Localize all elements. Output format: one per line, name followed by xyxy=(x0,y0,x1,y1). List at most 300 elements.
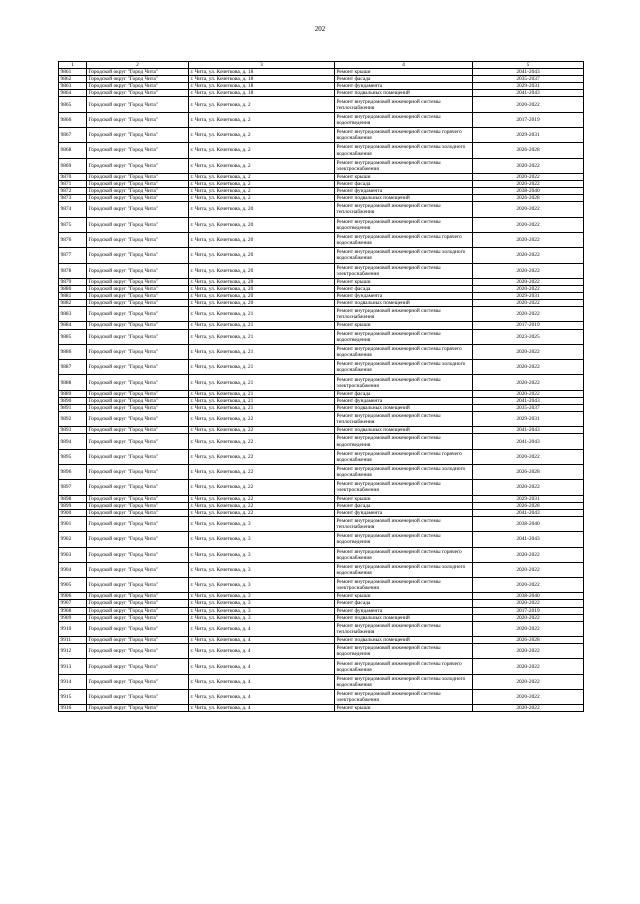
municipality-cell: Городской округ "Город Чита" xyxy=(87,495,189,502)
row-number-cell: 9885 xyxy=(59,329,87,344)
municipality-cell: Городской округ "Город Чита" xyxy=(87,705,189,712)
period-cell: 2038-2040 xyxy=(473,516,584,531)
table-row xyxy=(59,181,584,188)
table-row xyxy=(59,158,584,173)
row-number-cell: 9889 xyxy=(59,390,87,397)
table-row xyxy=(59,195,584,202)
row-number-cell: 9894 xyxy=(59,434,87,449)
table-row xyxy=(59,690,584,705)
table-row xyxy=(59,465,584,480)
municipality-cell: Городской округ "Город Чита" xyxy=(87,202,189,217)
period-cell: 2020-2022 xyxy=(473,480,584,495)
address-cell: г. Чита, ул. Кочеткова, д. 4 xyxy=(189,659,335,674)
table-row xyxy=(59,322,584,329)
row-number-cell: 9899 xyxy=(59,502,87,509)
address-cell: г. Чита, ул. Кочеткова, д. 2 xyxy=(189,181,335,188)
period-cell: 2035-2037 xyxy=(473,76,584,83)
municipality-cell: Городской округ "Город Чита" xyxy=(87,158,189,173)
table-row xyxy=(59,502,584,509)
table-row xyxy=(59,173,584,180)
period-cell: 2026-2028 xyxy=(473,502,584,509)
table-row xyxy=(59,562,584,577)
work-type-cell: Ремонт крыши xyxy=(335,173,473,180)
period-cell: 2020-2022 xyxy=(473,705,584,712)
work-type-cell: Ремонт внутридомовой инженерной системы водоотведения xyxy=(335,644,473,659)
municipality-cell: Городской округ "Город Чита" xyxy=(87,516,189,531)
row-number-cell: 9881 xyxy=(59,293,87,300)
period-cell: 2041-2043 xyxy=(473,90,584,97)
row-number-cell: 9868 xyxy=(59,143,87,158)
work-type-cell: Ремонт внутридомовой инженерной системы электроснабжения xyxy=(335,375,473,390)
municipality-cell: Городской округ "Город Чита" xyxy=(87,76,189,83)
address-cell: г. Чита, ул. Кочеткова, д. 22 xyxy=(189,427,335,434)
work-type-cell: Ремонт фундамента xyxy=(335,293,473,300)
table-row xyxy=(59,495,584,502)
table-row xyxy=(59,412,584,427)
row-number-cell: 9897 xyxy=(59,480,87,495)
period-cell: 2020-2022 xyxy=(473,578,584,593)
address-cell: г. Чита, ул. Кочеткова, д. 2 xyxy=(189,173,335,180)
table-row xyxy=(59,659,584,674)
municipality-cell: Городской округ "Город Чита" xyxy=(87,263,189,278)
row-number-cell: 9882 xyxy=(59,300,87,307)
table-row xyxy=(59,578,584,593)
work-type-cell: Ремонт подвальных помещений xyxy=(335,90,473,97)
municipality-cell: Городской округ "Город Чита" xyxy=(87,397,189,404)
address-cell: г. Чита, ул. Кочеткова, д. 2 xyxy=(189,97,335,112)
work-type-cell: Ремонт крыши xyxy=(335,593,473,600)
period-cell: 2020-2022 xyxy=(473,449,584,464)
municipality-cell: Городской округ "Город Чита" xyxy=(87,674,189,689)
period-cell: 2020-2022 xyxy=(473,547,584,562)
municipality-cell: Городской округ "Город Чита" xyxy=(87,375,189,390)
period-cell: 2020-2022 xyxy=(473,285,584,292)
work-type-cell: Ремонт внутридомовой инженерной системы электроснабжения xyxy=(335,158,473,173)
work-type-cell: Ремонт подвальных помещений xyxy=(335,404,473,411)
column-number: 4 xyxy=(335,62,473,69)
period-cell: 2041-2043 xyxy=(473,532,584,547)
work-type-cell: Ремонт крыши xyxy=(335,705,473,712)
work-type-cell: Ремонт внутридомовой инженерной системы водоотведения xyxy=(335,532,473,547)
table-row xyxy=(59,112,584,127)
work-type-cell: Ремонт внутридомовой инженерной системы теплоснабжения xyxy=(335,516,473,531)
work-type-cell: Ремонт внутридомовой инженерной системы теплоснабжения xyxy=(335,202,473,217)
row-number-cell: 9913 xyxy=(59,659,87,674)
municipality-cell: Городской округ "Город Чита" xyxy=(87,404,189,411)
period-cell: 2020-2022 xyxy=(473,97,584,112)
table-row xyxy=(59,232,584,247)
row-number-cell: 9879 xyxy=(59,278,87,285)
table-row xyxy=(59,202,584,217)
table-row xyxy=(59,128,584,143)
row-number-cell: 9864 xyxy=(59,90,87,97)
row-number-cell: 9914 xyxy=(59,674,87,689)
row-number-cell: 9911 xyxy=(59,637,87,644)
municipality-cell: Городской округ "Город Чита" xyxy=(87,143,189,158)
municipality-cell: Городской округ "Город Чита" xyxy=(87,128,189,143)
work-type-cell: Ремонт фасада xyxy=(335,76,473,83)
address-cell: г. Чита, ул. Кочеткова, д. 21 xyxy=(189,404,335,411)
work-type-cell: Ремонт фасада xyxy=(335,502,473,509)
address-cell: г. Чита, ул. Кочеткова, д. 4 xyxy=(189,690,335,705)
work-type-cell: Ремонт подвальных помещений xyxy=(335,427,473,434)
address-cell: г. Чита, ул. Кочеткова, д. 2 xyxy=(189,112,335,127)
work-type-cell: Ремонт фундамента xyxy=(335,607,473,614)
row-number-cell: 9907 xyxy=(59,600,87,607)
row-number-cell: 9867 xyxy=(59,128,87,143)
work-type-cell: Ремонт фасада xyxy=(335,181,473,188)
work-type-cell: Ремонт внутридомовой инженерной системы горячего водоснабжения xyxy=(335,449,473,464)
table-row xyxy=(59,480,584,495)
period-cell: 2020-2022 xyxy=(473,158,584,173)
work-type-cell: Ремонт внутридомовой инженерной системы холодного водоснабжения xyxy=(335,465,473,480)
municipality-cell: Городской округ "Город Чита" xyxy=(87,83,189,90)
municipality-cell: Городской округ "Город Чита" xyxy=(87,532,189,547)
period-cell: 2020-2022 xyxy=(473,181,584,188)
row-number-cell: 9901 xyxy=(59,516,87,531)
address-cell: г. Чита, ул. Кочеткова, д. 2 xyxy=(189,158,335,173)
address-cell: г. Чита, ул. Кочеткова, д. 20 xyxy=(189,202,335,217)
period-cell: 2020-2022 xyxy=(473,375,584,390)
column-number: 1 xyxy=(59,62,87,69)
municipality-cell: Городской округ "Город Чита" xyxy=(87,607,189,614)
table-row xyxy=(59,532,584,547)
table-row xyxy=(59,674,584,689)
row-number-cell: 9905 xyxy=(59,578,87,593)
work-type-cell: Ремонт крыши xyxy=(335,69,473,76)
municipality-cell: Городской округ "Город Чита" xyxy=(87,427,189,434)
row-number-cell: 9870 xyxy=(59,173,87,180)
municipality-cell: Городской округ "Город Чита" xyxy=(87,97,189,112)
row-number-cell: 9876 xyxy=(59,232,87,247)
address-cell: г. Чита, ул. Кочеткова, д. 21 xyxy=(189,375,335,390)
period-cell: 2041-2043 xyxy=(473,69,584,76)
municipality-cell: Городской округ "Город Чита" xyxy=(87,578,189,593)
address-cell: г. Чита, ул. Кочеткова, д. 2 xyxy=(189,128,335,143)
work-type-cell: Ремонт внутридомовой инженерной системы горячего водоснабжения xyxy=(335,547,473,562)
column-number: 5 xyxy=(473,62,584,69)
address-cell: г. Чита, ул. Кочеткова, д. 3 xyxy=(189,562,335,577)
table-row xyxy=(59,97,584,112)
period-cell: 2026-2028 xyxy=(473,465,584,480)
table-row xyxy=(59,300,584,307)
page-number: 202 xyxy=(314,25,326,33)
row-number-cell: 9902 xyxy=(59,532,87,547)
address-cell: г. Чита, ул. Кочеткова, д. 22 xyxy=(189,480,335,495)
table-row xyxy=(59,83,584,90)
municipality-cell: Городской округ "Город Чита" xyxy=(87,329,189,344)
address-cell: г. Чита, ул. Кочеткова, д. 22 xyxy=(189,465,335,480)
repair-schedule-table xyxy=(58,61,584,712)
work-type-cell: Ремонт внутридомовой инженерной системы электроснабжения xyxy=(335,480,473,495)
period-cell: 2038-2040 xyxy=(473,188,584,195)
row-number-cell: 9861 xyxy=(59,69,87,76)
work-type-cell: Ремонт внутридомовой инженерной системы горячего водоснабжения xyxy=(335,659,473,674)
address-cell: г. Чита, ул. Кочеткова, д. 20 xyxy=(189,278,335,285)
address-cell: г. Чита, ул. Кочеткова, д. 4 xyxy=(189,674,335,689)
address-cell: г. Чита, ул. Кочеткова, д. 18 xyxy=(189,69,335,76)
address-cell: г. Чита, ул. Кочеткова, д. 20 xyxy=(189,285,335,292)
period-cell: 2020-2022 xyxy=(473,659,584,674)
period-cell: 2035-2037 xyxy=(473,404,584,411)
municipality-cell: Городской округ "Город Чита" xyxy=(87,188,189,195)
row-number-cell: 9908 xyxy=(59,607,87,614)
table-row xyxy=(59,509,584,516)
address-cell: г. Чита, ул. Кочеткова, д. 4 xyxy=(189,644,335,659)
table-row xyxy=(59,248,584,263)
table-row xyxy=(59,69,584,76)
period-cell: 2029-2031 xyxy=(473,293,584,300)
row-number-cell: 9871 xyxy=(59,181,87,188)
address-cell: г. Чита, ул. Кочеткова, д. 22 xyxy=(189,412,335,427)
period-cell: 2017-2019 xyxy=(473,112,584,127)
work-type-cell: Ремонт фасада xyxy=(335,285,473,292)
period-cell: 2020-2022 xyxy=(473,360,584,375)
period-cell: 2020-2022 xyxy=(473,202,584,217)
address-cell: г. Чита, ул. Кочеткова, д. 22 xyxy=(189,495,335,502)
municipality-cell: Городской округ "Город Чита" xyxy=(87,248,189,263)
period-cell: 2026-2028 xyxy=(473,637,584,644)
row-number-cell: 9875 xyxy=(59,217,87,232)
row-number-cell: 9892 xyxy=(59,412,87,427)
row-number-cell: 9903 xyxy=(59,547,87,562)
column-number: 3 xyxy=(189,62,335,69)
address-cell: г. Чита, ул. Кочеткова, д. 20 xyxy=(189,217,335,232)
row-number-cell: 9890 xyxy=(59,397,87,404)
address-cell: г. Чита, ул. Кочеткова, д. 20 xyxy=(189,300,335,307)
work-type-cell: Ремонт крыши xyxy=(335,322,473,329)
work-type-cell: Ремонт внутридомовой инженерной системы теплоснабжения xyxy=(335,621,473,636)
address-cell: г. Чита, ул. Кочеткова, д. 20 xyxy=(189,293,335,300)
municipality-cell: Городской округ "Город Чита" xyxy=(87,69,189,76)
municipality-cell: Городской округ "Город Чита" xyxy=(87,300,189,307)
work-type-cell: Ремонт внутридомовой инженерной системы водоотведения xyxy=(335,434,473,449)
address-cell: г. Чита, ул. Кочеткова, д. 20 xyxy=(189,263,335,278)
address-cell: г. Чита, ул. Кочеткова, д. 4 xyxy=(189,637,335,644)
table-row xyxy=(59,614,584,621)
row-number-cell: 9874 xyxy=(59,202,87,217)
table-row xyxy=(59,434,584,449)
work-type-cell: Ремонт внутридомовой инженерной системы электроснабжения xyxy=(335,263,473,278)
municipality-cell: Городской округ "Город Чита" xyxy=(87,344,189,359)
period-cell: 2029-2031 xyxy=(473,83,584,90)
work-type-cell: Ремонт фундамента xyxy=(335,83,473,90)
work-type-cell: Ремонт крыши xyxy=(335,495,473,502)
table-row xyxy=(59,427,584,434)
period-cell: 2020-2022 xyxy=(473,173,584,180)
address-cell: г. Чита, ул. Кочеткова, д. 21 xyxy=(189,360,335,375)
address-cell: г. Чита, ул. Кочеткова, д. 22 xyxy=(189,449,335,464)
work-type-cell: Ремонт внутридомовой инженерной системы горячего водоснабжения xyxy=(335,128,473,143)
work-type-cell: Ремонт фасада xyxy=(335,600,473,607)
period-cell: 2041-2043 xyxy=(473,434,584,449)
table-row xyxy=(59,397,584,404)
work-type-cell: Ремонт внутридомовой инженерной системы горячего водоснабжения xyxy=(335,232,473,247)
row-number-cell: 9912 xyxy=(59,644,87,659)
work-type-cell: Ремонт подвальных помещений xyxy=(335,195,473,202)
address-cell: г. Чита, ул. Кочеткова, д. 4 xyxy=(189,621,335,636)
address-cell: г. Чита, ул. Кочеткова, д. 21 xyxy=(189,397,335,404)
address-cell: г. Чита, ул. Кочеткова, д. 22 xyxy=(189,502,335,509)
row-number-cell: 9910 xyxy=(59,621,87,636)
period-cell: 2020-2022 xyxy=(473,300,584,307)
work-type-cell: Ремонт внутридомовой инженерной системы теплоснабжения xyxy=(335,307,473,322)
period-cell: 2020-2022 xyxy=(473,390,584,397)
address-cell: г. Чита, ул. Кочеткова, д. 3 xyxy=(189,607,335,614)
municipality-cell: Городской округ "Город Чита" xyxy=(87,173,189,180)
address-cell: г. Чита, ул. Кочеткова, д. 21 xyxy=(189,344,335,359)
address-cell: г. Чита, ул. Кочеткова, д. 18 xyxy=(189,76,335,83)
work-type-cell: Ремонт подвальных помещений xyxy=(335,300,473,307)
municipality-cell: Городской округ "Город Чита" xyxy=(87,360,189,375)
municipality-cell: Городской округ "Город Чита" xyxy=(87,449,189,464)
row-number-cell: 9873 xyxy=(59,195,87,202)
municipality-cell: Городской округ "Город Чита" xyxy=(87,285,189,292)
address-cell: г. Чита, ул. Кочеткова, д. 21 xyxy=(189,390,335,397)
work-type-cell: Ремонт внутридомовой инженерной системы электроснабжения xyxy=(335,690,473,705)
row-number-cell: 9886 xyxy=(59,344,87,359)
period-cell: 2020-2022 xyxy=(473,232,584,247)
row-number-cell: 9866 xyxy=(59,112,87,127)
table-row xyxy=(59,307,584,322)
period-cell: 2020-2022 xyxy=(473,674,584,689)
row-number-cell: 9863 xyxy=(59,83,87,90)
table-row xyxy=(59,360,584,375)
row-number-cell: 9883 xyxy=(59,307,87,322)
municipality-cell: Городской округ "Город Чита" xyxy=(87,690,189,705)
municipality-cell: Городской округ "Город Чита" xyxy=(87,278,189,285)
municipality-cell: Городской округ "Город Чита" xyxy=(87,593,189,600)
period-cell: 2020-2022 xyxy=(473,344,584,359)
table-row xyxy=(59,329,584,344)
table-row xyxy=(59,76,584,83)
period-cell: 2026-2028 xyxy=(473,195,584,202)
work-type-cell: Ремонт фундамента xyxy=(335,188,473,195)
row-number-cell: 9862 xyxy=(59,76,87,83)
period-cell: 2038-2040 xyxy=(473,593,584,600)
address-cell: г. Чита, ул. Кочеткова, д. 21 xyxy=(189,322,335,329)
row-number-cell: 9865 xyxy=(59,97,87,112)
municipality-cell: Городской округ "Город Чита" xyxy=(87,390,189,397)
work-type-cell: Ремонт внутридомовой инженерной системы холодного водоснабжения xyxy=(335,562,473,577)
period-cell: 2017-2019 xyxy=(473,607,584,614)
work-type-cell: Ремонт внутридомовой инженерной системы водоотведения xyxy=(335,329,473,344)
period-cell: 2020-2022 xyxy=(473,263,584,278)
address-cell: г. Чита, ул. Кочеткова, д. 3 xyxy=(189,547,335,562)
period-cell: 2020-2022 xyxy=(473,217,584,232)
period-cell: 2020-2022 xyxy=(473,621,584,636)
period-cell: 2041-2043 xyxy=(473,397,584,404)
work-type-cell: Ремонт внутридомовой инженерной системы холодного водоснабжения xyxy=(335,248,473,263)
table-row xyxy=(59,547,584,562)
municipality-cell: Городской округ "Город Чита" xyxy=(87,621,189,636)
row-number-cell: 9869 xyxy=(59,158,87,173)
table-row xyxy=(59,390,584,397)
table-row xyxy=(59,593,584,600)
period-cell: 2017-2019 xyxy=(473,322,584,329)
address-cell: г. Чита, ул. Кочеткова, д. 2 xyxy=(189,143,335,158)
table-body xyxy=(59,62,584,712)
municipality-cell: Городской округ "Город Чита" xyxy=(87,434,189,449)
period-cell: 2020-2022 xyxy=(473,307,584,322)
address-cell: г. Чита, ул. Кочеткова, д. 3 xyxy=(189,593,335,600)
period-cell: 2020-2022 xyxy=(473,562,584,577)
table-row xyxy=(59,600,584,607)
address-cell: г. Чита, ул. Кочеткова, д. 18 xyxy=(189,90,335,97)
table-row xyxy=(59,607,584,614)
work-type-cell: Ремонт подвальных помещений xyxy=(335,637,473,644)
municipality-cell: Городской округ "Город Чита" xyxy=(87,644,189,659)
municipality-cell: Городской округ "Город Чита" xyxy=(87,195,189,202)
address-cell: г. Чита, ул. Кочеткова, д. 20 xyxy=(189,232,335,247)
address-cell: г. Чита, ул. Кочеткова, д. 20 xyxy=(189,248,335,263)
row-number-cell: 9915 xyxy=(59,690,87,705)
municipality-cell: Городской округ "Город Чита" xyxy=(87,480,189,495)
period-cell: 2020-2022 xyxy=(473,614,584,621)
municipality-cell: Городской округ "Город Чита" xyxy=(87,614,189,621)
address-cell: г. Чита, ул. Кочеткова, д. 22 xyxy=(189,509,335,516)
row-number-cell: 9891 xyxy=(59,404,87,411)
address-cell: г. Чита, ул. Кочеткова, д. 3 xyxy=(189,532,335,547)
table-row xyxy=(59,293,584,300)
address-cell: г. Чита, ул. Кочеткова, д. 3 xyxy=(189,516,335,531)
address-cell: г. Чита, ул. Кочеткова, д. 3 xyxy=(189,600,335,607)
row-number-cell: 9888 xyxy=(59,375,87,390)
period-cell: 2029-2031 xyxy=(473,128,584,143)
column-number: 2 xyxy=(87,62,189,69)
address-cell: г. Чита, ул. Кочеткова, д. 18 xyxy=(189,83,335,90)
municipality-cell: Городской округ "Город Чита" xyxy=(87,502,189,509)
municipality-cell: Городской округ "Город Чита" xyxy=(87,547,189,562)
work-type-cell: Ремонт фасада xyxy=(335,390,473,397)
municipality-cell: Городской округ "Город Чита" xyxy=(87,600,189,607)
period-cell: 2020-2022 xyxy=(473,644,584,659)
period-cell: 2029-2031 xyxy=(473,412,584,427)
table-row xyxy=(59,217,584,232)
address-cell: г. Чита, ул. Кочеткова, д. 4 xyxy=(189,705,335,712)
table-row xyxy=(59,449,584,464)
row-number-cell: 9880 xyxy=(59,285,87,292)
row-number-cell: 9898 xyxy=(59,495,87,502)
table-row xyxy=(59,644,584,659)
municipality-cell: Городской округ "Город Чита" xyxy=(87,90,189,97)
work-type-cell: Ремонт фундамента xyxy=(335,509,473,516)
row-number-cell: 9916 xyxy=(59,705,87,712)
period-cell: 2020-2022 xyxy=(473,690,584,705)
table-row xyxy=(59,143,584,158)
row-number-cell: 9877 xyxy=(59,248,87,263)
work-type-cell: Ремонт внутридомовой инженерной системы электроснабжения xyxy=(335,578,473,593)
municipality-cell: Городской округ "Город Чита" xyxy=(87,509,189,516)
address-cell: г. Чита, ул. Кочеткова, д. 21 xyxy=(189,329,335,344)
municipality-cell: Городской округ "Город Чита" xyxy=(87,293,189,300)
row-number-cell: 9893 xyxy=(59,427,87,434)
row-number-cell: 9872 xyxy=(59,188,87,195)
municipality-cell: Городской округ "Город Чита" xyxy=(87,465,189,480)
table-row xyxy=(59,285,584,292)
municipality-cell: Городской округ "Город Чита" xyxy=(87,217,189,232)
table-row xyxy=(59,516,584,531)
municipality-cell: Городской округ "Город Чита" xyxy=(87,659,189,674)
work-type-cell: Ремонт внутридомовой инженерной системы теплоснабжения xyxy=(335,412,473,427)
address-cell: г. Чита, ул. Кочеткова, д. 2 xyxy=(189,195,335,202)
work-type-cell: Ремонт внутридомовой инженерной системы водоотведения xyxy=(335,217,473,232)
work-type-cell: Ремонт внутридомовой инженерной системы теплоснабжения xyxy=(335,97,473,112)
row-number-cell: 9896 xyxy=(59,465,87,480)
municipality-cell: Городской округ "Город Чита" xyxy=(87,232,189,247)
work-type-cell: Ремонт внутридомовой инженерной системы холодного водоснабжения xyxy=(335,674,473,689)
address-cell: г. Чита, ул. Кочеткова, д. 3 xyxy=(189,578,335,593)
